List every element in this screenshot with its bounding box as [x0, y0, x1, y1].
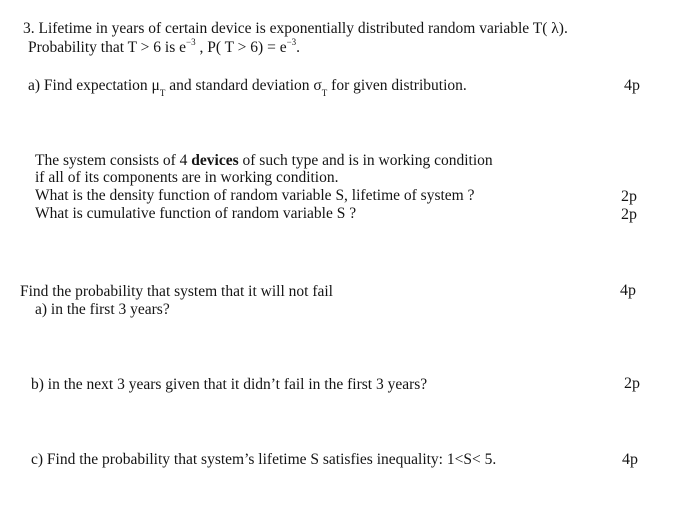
sigma-symbol: σ	[313, 77, 322, 94]
failure-part-c-points: 4p	[622, 451, 638, 468]
part-a-points: 4p	[624, 77, 640, 94]
sigma-subscript: T	[321, 88, 328, 99]
part-a-text-2: and standard deviation	[169, 77, 314, 94]
system-line-2: if all of its components are in working condition.	[35, 169, 339, 186]
failure-intro: Find the probability that system that it will not fail	[20, 283, 333, 300]
part-a-text-3: for given distribution.	[327, 77, 467, 94]
problem-intro-line-1	[23, 20, 568, 38]
failure-part-a-points: 4p	[620, 282, 636, 299]
system-points-2: 2p	[621, 206, 637, 223]
system-line-3: What is the density function of random variable S, lifetime of system ?	[35, 187, 475, 204]
part-a-question	[28, 77, 467, 99]
exponent-neg3: −3	[186, 36, 196, 47]
part-a-text-1: a) Find expectation	[28, 77, 152, 94]
failure-part-b-points: 2p	[624, 375, 640, 392]
six-close-text: 6)	[250, 39, 264, 56]
failure-part-b: b) in the next 3 years given that it didn’t fail in the first 3 years?	[31, 376, 428, 393]
exponent-neg3-2: −3	[286, 36, 297, 47]
problem-number: 3.	[23, 20, 35, 37]
six-text: 6 is e	[153, 39, 187, 56]
problem-intro-text: Lifetime in years of certain device is exponentially distributed random variable T(	[38, 20, 548, 37]
system-points-1: 2p	[621, 188, 637, 205]
system-line-4: What is cumulative function of random variable S ?	[35, 205, 357, 222]
problem-intro-close: ).	[558, 20, 568, 37]
failure-part-c: c) Find the probability that system’s lifetime S satisfies inequality: 1<S< 5.	[31, 451, 497, 468]
greater-than-symbol: >	[140, 39, 150, 56]
system-line-1-bold: devices	[191, 152, 239, 169]
mu-symbol: μ	[151, 77, 160, 94]
problem-intro-line-2	[28, 36, 301, 57]
greater-than-symbol-2: >	[237, 39, 247, 56]
system-line-1	[35, 152, 493, 170]
probability-text: Probability that T	[28, 39, 137, 56]
lambda-symbol: λ	[551, 20, 559, 37]
mu-subscript: T	[159, 88, 166, 99]
system-line-1-b: of such type and is in working condition	[238, 152, 493, 169]
failure-part-a: a) in the first 3 years?	[35, 301, 170, 318]
equals-e-text: = e	[263, 39, 287, 56]
comma-p-text: , P( T	[195, 39, 234, 56]
system-line-1-a: The system consists of 4	[35, 152, 192, 169]
period-text: .	[296, 39, 301, 56]
